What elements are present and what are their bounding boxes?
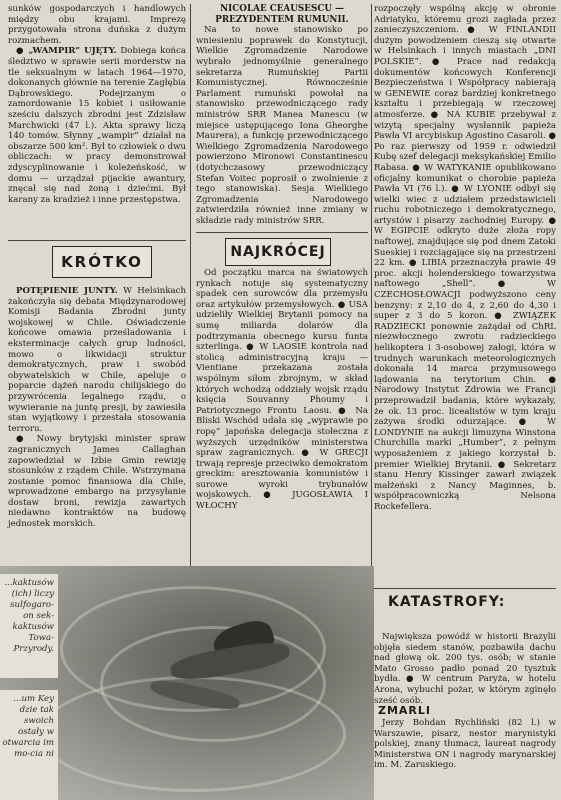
article-katastrofy-body: Największa powódź w historii Brazylii objęła siedem stanów, pozbawiła dachu nad głową ok. 200 tys. osób; w stanie Mato Grosso padło ponad 20 tysztuk bydła. ● W centrum Paryża, w hotelu Arona, wybuchł pożar, w którym zginęło sześć osób. [374,632,556,706]
column-3-katastrofy [374,632,556,706]
article-najkrocej-body: Od początku marca na światowych rynkach notuje się systematyczny spadek cen surowców dla przemysłu oraz artykułów przemysłowych. ● USA udzieliły Wielkiej Brytanii pomocy na sumę miliarda dolarów dla podtrzymania obecnego kursu funta szterlinga. ● W LAOSIE kontrola nad stolicą administracyjną kraju — Vientiane przekazana została wspólnym siłom zbrojnym, w skład których wchodzą oddziały wojsk rządu księcia Souvanny Phoumy i Patriotycznego Frontu Laosu. ● Na Bliski Wschód udała się „wyprawie po ropę” japońska delegacja stołeczna z wyższych urzędników ministerstwa spraw zagranicznych. ● W GRECJI trwają represje przeciwko demokratom greckim: aresztowania komunistów i surowe wyroki trybunałów wojskowych. ● JUGOSŁAWIA I WŁOCHY [196,268,368,512]
photo-caption-bottom: ...um Key dzie tak swoich ostały w otwarcia im mo-cia ni [2,694,54,759]
article-wampir-title: ● „WAMPIR” UJĘTY. [16,46,117,57]
section-rule [196,232,368,233]
column-1-top [8,4,186,234]
column-3-zmarli [374,718,556,800]
column-3 [374,4,556,584]
article-wampir [8,46,186,205]
article-ceausescu-title: NICOLAE CEAUSESCU — PREZYDENTEM RUMUNII. [215,4,349,25]
section-heading-krotko: KRÓTKO [52,246,152,278]
section-heading-zmarli: ZMARLI [378,704,432,717]
article-ceausescu-body: Na to nowe stanowisko po wniesieniu poprawek do Konstytucji, Wielkie Zgromadzenie Narodowe wybrało jednomyślnie generalnego sekretarza Rumuńskiej Partii Komunistycznej. Równocześnie Parlament rumuński powołał na stanowisko przewodniczącego rady ministrów SRR Manea Manescu (w miejsce ustępującego Iona Gheorghe Maurera), a funkcję przewodniczącego Wielkiego Zgromadzenia Narodowego powierzono Mironowi Constantinescu (dotychczasowy przewodniczący Stefan Voitec poprosił o zwolnienie z tego stanowiska). Sesja Wielkiego Zgromadzenia Narodowego zatwierdziła również inne zmiany w składzie rady ministrów SRR. [196,25,368,226]
article-callaghan: ● Nowy brytyjski minister spraw zagranicznych James Callaghan zapowiedział w Izbie Gmin rewizję stosunków z rządem Chile. Wstrzymana zostanie pomoc finansowa dla Chile, wprowadzone embargo na przysyłanie dostaw broni, rewizja zawartych niedawno kontraktów na budowę jednostek morskich. [8,434,186,530]
article-junta-body: W Helsinkach zakończyła się debata Międzynarodowej Komisji Badania Zbrodni junty wojskowej w Chile. Oświadczenie końcowe omawia prześladowania i eksterminacje całych grup ludności, mowo o likwidacji struktur demokratycznych, praw i swobód obywatelskich w Chile, apeluje o poparcie dążeń narodu chilijskiego do przywrócenia legalnego rządu, o wywieranie na juntę presji, by zawiesiła stan wyjątkowy i przestała stosowania terroru. [8,286,186,434]
article-junta [8,286,186,434]
article-continuation: sunków gospodarczych i handlowych między obu krajami. Imprezę przygotowała strona duńska z dużym rozmachem. [8,4,186,46]
article-zmarli-body: Jerzy Bohdan Rychliński (82 l.) w Warszawie, pisarz, nestor marynistyki polskiej, znany tłumacz, laureat nagrody Ministerstwa ON i nagrody marynarskiej im. M. Zaruskiego. [374,718,556,771]
section-rule [374,588,556,589]
section-rule [8,240,186,241]
column-rule [190,4,191,566]
article-najkrocej-continuation: rozpoczęły wspólną akcję w obronie Adriatyku, któremu grozi zagłada przez zanieczyszczeniom. ● W FINLANDII dużym powodzeniem cieszą się otwarte w Helsinkach i innych miastach „DNI POLSKIE”. ● Prace nad redakcją dokumentów końcowych Konferencji Bezpieczeństwa i Współpracy nabierają w GENEWIE coraz bardziej konkretnego kształtu i przebiegają w rzeczowej atmosferze. ● NA KUBIE przebywał z wizytą specjalny wysłannik papieża Pawła VI arcybiskup Agostino Casaroli. ● Po raz pierwszy od 1959 r. odwiedził Kubę szef delegacji meksykańskiej Emilio Rabasa. ● W WATYKANIE opublikowano oficjalny komunikat o chorobie papieża Pawła VI (76 l.). ● W LYONIE odbył się wielki wiec z udziałem przedstawicieli ruchu robotniczego i demokratycznego, artystów i pisarzy zachodniej Europy. ● W EGIPCIE odkryto duże złoża ropy naftowej, znajdujące się pod dnem Zatoki Sueskiej i rozciągające się na przestrzeni 22 km. ● LIBIA przeznaczyła prawie 49 proc. akcji holenderskiego towarzystwa naftowego „Shell”. ● W CZECHOSŁOWACJI podwyższono ceny benzyny: z 2,10 do 4, z 2,60 do 4,30 i super z 3 do 5 koron. ● ZWIĄZEK RADZIECKI ponownie zażądał od ChRL niezwłocznego zwrotu radzieckiego helikoptera i 3-osobowej załogi, która w trudnych warunkach meteorologicznych dokonała 14 marca przymusowego lądowania na terytorium Chin. ● Narodowy Instytut Zdrowia we Francji przeprowadził badania, które wykazały, że ok. 13 proc. licealistów w tym kraju zażywa środki odurzające. ● W LONDYNIE na aukcji limuzyna Winstona Churchilla marki „Humber”, z pełnym wyposażeniem z jakiego korzystał b. premier Wielkiej Brytanii. ● Sekretarz stanu Henry Kissinger zawarł związek małżeński z Nancy Maginnes, b. współpracowniczką Nelsona Rockefellera. [374,4,556,512]
article-junta-title: POTĘPIENIE JUNTY. [16,286,118,296]
section-heading-najkrocej: NAJKRÓCEJ [225,238,331,266]
article-wampir-body: Dobiega końca śledztwo w sprawie serii morderstw na tle seksualnym w latach 1964—1970, dokonanych głównie na terenie Zagłębia Dąbrowskiego. Podejrzanym o zamordowanie 15 kobiet i usiłowanie sześciu dalszych zbrodni jest Zdzisław Marchwicki (47 l.). Akta sprawy liczą 140 tomów. Słynny „wampir” działał na obszarze 500 km². Był to człowiek o dwu obliczach: w pracy demonstrował zdyscyplinowanie i koleżeńskość, w domu — urządzał pijackie awantury, znęcał się nad żoną i dziećmi. Był karany za kradzież i inne przestępstwa. [8,46,187,205]
column-2-lower [196,268,368,526]
column-1-lower [8,286,186,572]
photo-caption-top: ...kaktusów (ich) liczy sulfogaro-on sek-kaktusów Towa- Przyrody. [4,578,54,654]
column-2-top [196,4,368,234]
section-heading-katastrofy: KATASTROFY: [388,594,506,610]
